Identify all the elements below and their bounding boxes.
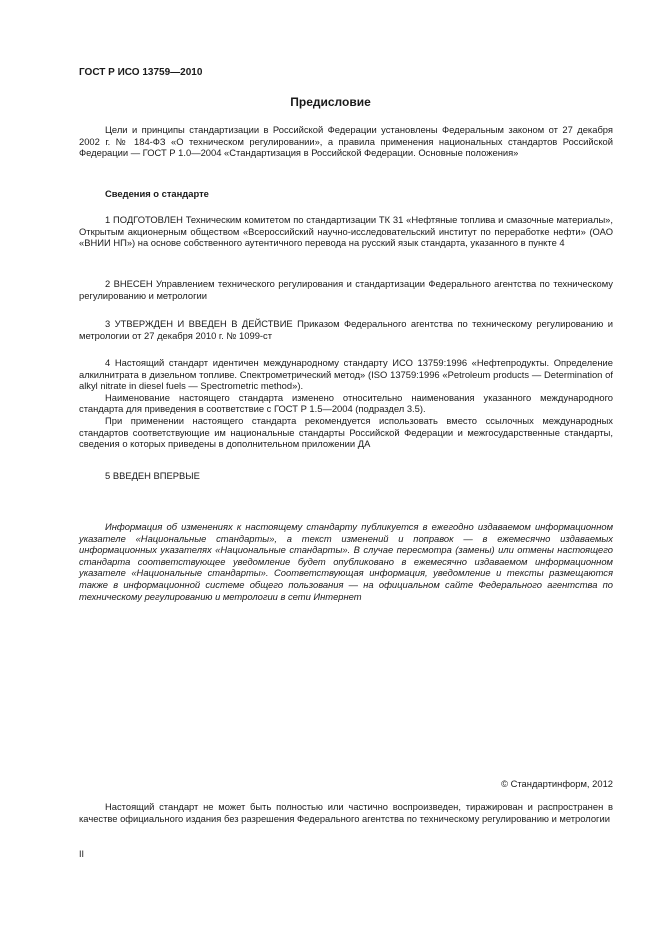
item3-block xyxy=(79,318,613,341)
document-header: ГОСТ Р ИСО 13759—2010 xyxy=(79,67,203,78)
item1-block xyxy=(79,214,613,249)
section-title: Сведения о стандарте xyxy=(105,188,209,199)
info-paragraph: Информация об изменениях к настоящему стандарту публикуется в ежегодно издаваемом информационном указателе «Национальные стандарты», а текст изменений и поправок — в ежемесячно издаваемых информационных указателях «Национальные стандарты». В случае пересмотра (замены) или отмены настоящего стандарта соответствующее уведомление будет опубликовано в ежемесячно издаваемом информационном указателе «Национальные стандарты». Соответствующая информация, уведомление и тексты размещаются также в информационной системе общего пользования — на официальном сайте Федерального агентства по техническому регулированию и метрологии в сети Интернет xyxy=(79,521,613,602)
info-block xyxy=(79,521,613,602)
item4-paragraph-1: 4 Настоящий стандарт идентичен международному стандарту ИСО 13759:1996 «Нефтепродукты. Определение алкилнитрата в дизельном топливе. Спектрометрический метод» (ISO 13759:1996 «Petroleum products — Determination of alkyl nitrate in diesel fuels — Spectrometric method»). xyxy=(79,357,613,392)
item5-paragraph: 5 ВВЕДЕН ВПЕРВЫЕ xyxy=(105,470,200,481)
item4-block xyxy=(79,357,613,450)
copyright-line: © Стандартинформ, 2012 xyxy=(501,778,613,789)
item4-paragraph-2: Наименование настоящего стандарта изменено относительно наименования указанного международного стандарта для приведения в соответствие с ГОСТ Р 1.5—2004 (подраздел 3.5). xyxy=(79,391,613,415)
intro-block xyxy=(79,124,613,159)
notice-paragraph: Настоящий стандарт не может быть полностью или частично воспроизведен, тиражирован и распространен в качестве официального издания без разрешения Федерального агентства по техническому регулированию и метрологии xyxy=(79,801,613,824)
item5-block xyxy=(79,470,613,482)
section-title-block xyxy=(79,188,613,200)
page-title: Предисловие xyxy=(290,95,371,109)
item2-paragraph: 2 ВНЕСЕН Управлением технического регулирования и стандартизации Федерального агентства по техническому регулированию и метрологии xyxy=(79,278,613,301)
item3-paragraph: 3 УТВЕРЖДЕН И ВВЕДЕН В ДЕЙСТВИЕ Приказом Федерального агентства по техническому регулированию и метрологии от 27 декабря 2010 г. № 1099-ст xyxy=(79,318,613,341)
page-number: II xyxy=(79,849,85,859)
item4-paragraph-3: При применении настоящего стандарта рекомендуется использовать вместо ссылочных международных стандартов соответствующие им национальные стандарты Российской Федерации и межгосударственные стандарты, сведения о которых приведены в дополнительном приложении ДА xyxy=(79,414,613,450)
intro-paragraph: Цели и принципы стандартизации в Российской Федерации установлены Федеральным законом от 27 декабря 2002 г. № 184-ФЗ «О техническом регулировании», а правила применения национальных стандартов Российской Федерации — ГОСТ Р 1.0—2004 «Стандартизация в Российской Федерации. Основные положения» xyxy=(79,124,613,159)
notice-block xyxy=(79,801,613,824)
item1-paragraph: 1 ПОДГОТОВЛЕН Техническим комитетом по стандартизации ТК 31 «Нефтяные топлива и смазочные материалы», Открытым акционерным обществом «Всероссийский научно-исследовательский институт по переработке нефти» (ОАО «ВНИИ НП») на основе собственного аутентичного перевода на русский язык стандарта, указанного в пункте 4 xyxy=(79,214,613,249)
item2-block xyxy=(79,278,613,301)
